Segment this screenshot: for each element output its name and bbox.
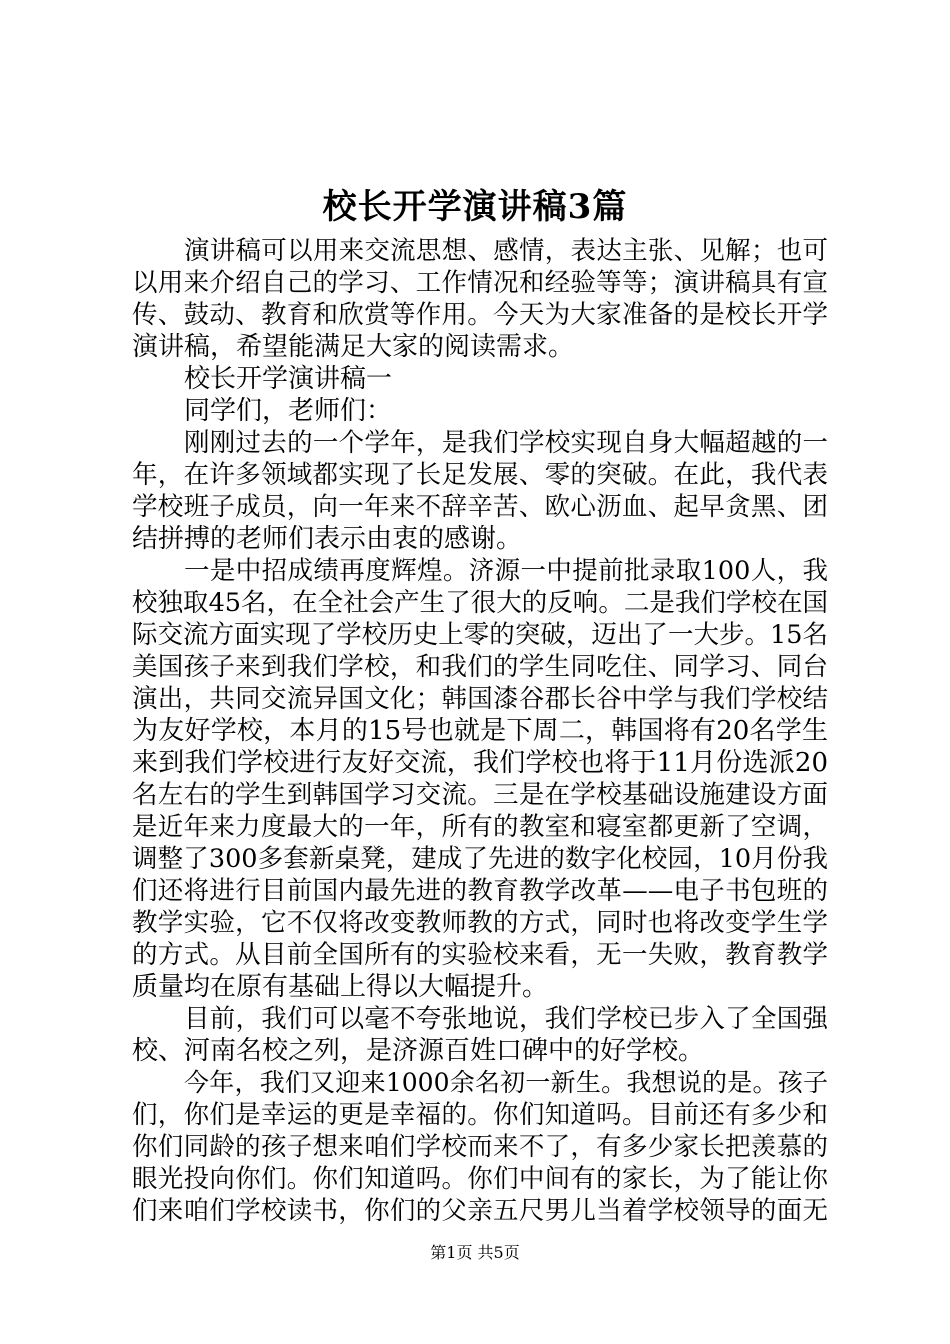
paragraph-line: 传、鼓动、教育和欣赏等作用。今天为大家准备的是校长开学: [132, 300, 828, 330]
paragraph-line: 校独取45名，在全社会产生了很大的反响。二是我们学校在国: [132, 588, 828, 618]
paragraph-line: 为友好学校，本月的15号也就是下周二，韩国将有20名学生: [132, 716, 828, 746]
paragraph-line: 演讲稿，希望能满足大家的阅读需求。: [132, 332, 575, 362]
paragraph-line: 质量均在原有基础上得以大幅提升。: [132, 972, 549, 1002]
paragraph-line: 的方式。从目前全国所有的实验校来看，无一失败，教育教学: [132, 940, 828, 970]
paragraph-line: 眼光投向你们。你们知道吗。你们中间有的家长，为了能让你: [132, 1164, 828, 1194]
paragraph-line: 名左右的学生到韩国学习交流。三是在学校基础设施建设方面: [132, 780, 828, 810]
paragraph-line: 学校班子成员，向一年来不辞辛苦、欧心沥血、起早贪黑、团: [132, 492, 828, 522]
paragraph-line: 们还将进行目前国内最先进的教育教学改革——电子书包班的: [132, 876, 828, 906]
paragraph-line: 来到我们学校进行友好交流，我们学校也将于11月份选派20: [132, 748, 828, 778]
paragraph-line: 们，你们是幸运的更是幸福的。你们知道吗。目前还有多少和: [132, 1100, 828, 1130]
paragraph-line: 们来咱们学校读书，你们的父亲五尺男儿当着学校领导的面无: [132, 1196, 828, 1226]
paragraph-line: 是近年来力度最大的一年，所有的教室和寝室都更新了空调，: [132, 812, 828, 842]
salutation-line: 同学们，老师们：: [184, 396, 393, 426]
paragraph-line: 刚刚过去的一个学年，是我们学校实现自身大幅超越的一: [184, 428, 828, 458]
paragraph-line: 一是中招成绩再度辉煌。济源一中提前批录取100人，我: [184, 556, 828, 586]
page-footer: 第1页 共5页: [430, 1243, 520, 1262]
paragraph-line: 校、河南名校之列，是济源百姓口碑中的好学校。: [132, 1036, 705, 1066]
section-heading: 校长开学演讲稿一: [184, 364, 393, 394]
paragraph-line: 年，在许多领域都实现了长足发展、零的突破。在此，我代表: [132, 460, 828, 490]
paragraph-line: 你们同龄的孩子想来咱们学校而来不了，有多少家长把羡慕的: [132, 1132, 828, 1162]
document-body: [132, 235, 828, 1227]
paragraph-line: 演出，共同交流异国文化；韩国漆谷郡长谷中学与我们学校结: [132, 684, 828, 714]
document-title: 校长开学演讲稿3篇: [322, 187, 628, 227]
paragraph-line: 调整了300多套新桌凳，建成了先进的数字化校园，10月份我: [132, 844, 828, 874]
paragraph-line: 际交流方面实现了学校历史上零的突破，迈出了一大步。15名: [132, 620, 828, 650]
paragraph-line: 目前，我们可以毫不夸张地说，我们学校已步入了全国强: [184, 1004, 828, 1034]
paragraph-line: 教学实验，它不仅将改变教师教的方式，同时也将改变学生学: [132, 908, 828, 938]
paragraph-line: 以用来介绍自己的学习、工作情况和经验等等；演讲稿具有宣: [132, 268, 828, 298]
paragraph-line: 演讲稿可以用来交流思想、感情，表达主张、见解；也可: [184, 236, 828, 266]
paragraph-line: 美国孩子来到我们学校，和我们的学生同吃住、同学习、同台: [132, 652, 828, 682]
paragraph-line: 今年，我们又迎来1000余名初一新生。我想说的是。孩子: [184, 1068, 828, 1097]
paragraph-line: 结拼搏的老师们表示由衷的感谢。: [132, 524, 523, 554]
